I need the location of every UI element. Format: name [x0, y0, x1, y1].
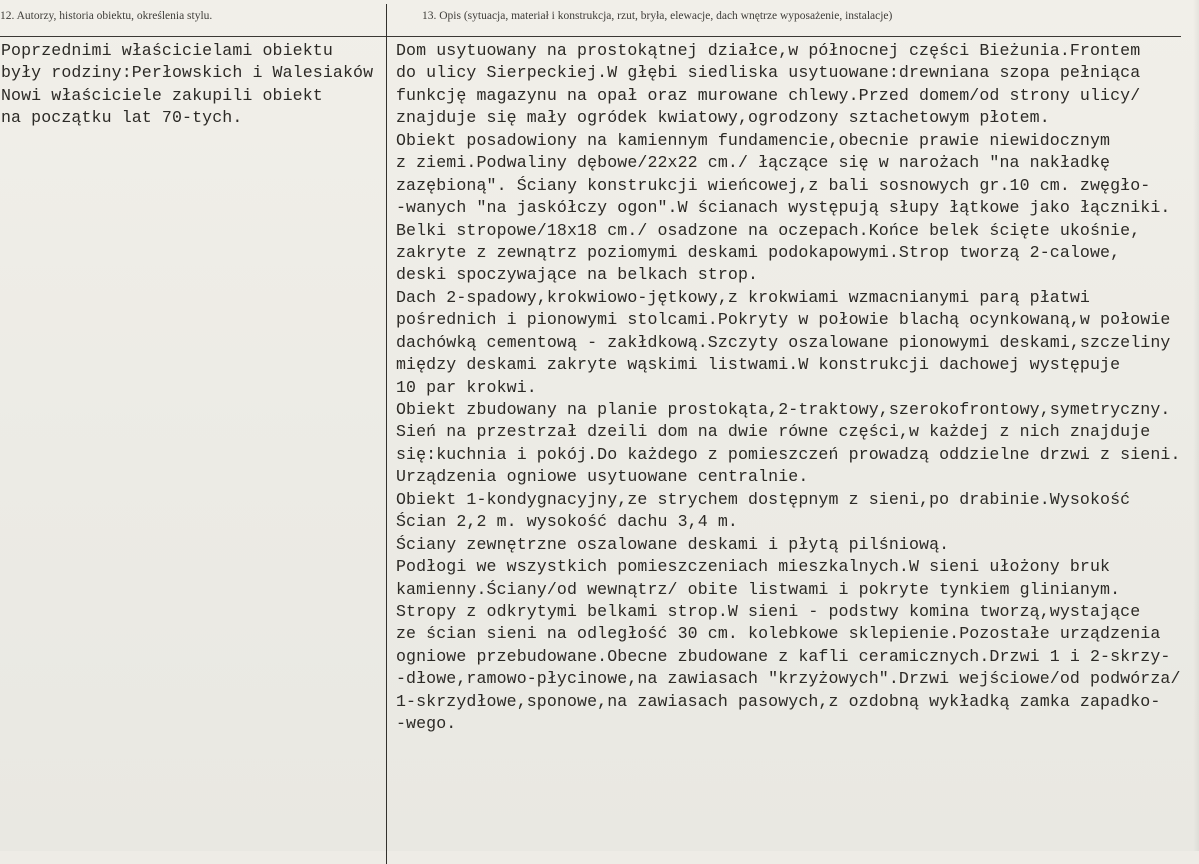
history-text-line: Poprzednimi właścicielami obiektu [1, 41, 333, 60]
history-text-line: na początku lat 70-tych. [1, 108, 243, 128]
section-12-header: 12. Autorzy, historia obiektu, określenia stylu. [0, 10, 213, 22]
description-text-line: -wanych "na jaskółczy ogon".W ścianach występują słupy łątkowe jako łączniki. [396, 198, 1171, 218]
description-text-line: Belki stropowe/18x18 cm./ osadzone na oczepach.Końce belek ścięte ukośnie, [396, 220, 1141, 240]
description-text-line: z ziemi.Podwaliny dębowe/22x22 cm./ łączące się w narożach "na nakładkę [396, 153, 1111, 173]
description-text-line: kamienny.Ściany/od wewnątrz/ obite listwami i pokryte tynkiem glinianym. [396, 579, 1121, 599]
description-text-line: Podłogi we wszystkich pomieszczeniach mieszkalnych.W sieni ułożony bruk [396, 557, 1111, 577]
description-text-line: Sień na przestrzał dzeili dom na dwie równe części,w każdej z nich znajduje [396, 422, 1151, 442]
description-text [396, 40, 1199, 736]
description-text-line: zazębioną". Ściany konstrukcji wieńcowej,z bali sosnowych gr.10 cm. zwęgło- [396, 175, 1151, 195]
description-text-line: deski spoczywające na belkach strop. [396, 265, 759, 285]
description-text-line: dachówką cementową - zakłdkową.Szczyty oszalowane pionowymi deskami,szczeliny [396, 332, 1171, 352]
history-text-line: były rodziny:Perłowskich i Walesiaków [1, 63, 374, 83]
description-text-line: Obiekt 1-kondygnacyjny,ze strychem dostępnym z sieni,po drabinie.Wysokość [396, 489, 1131, 509]
description-text-line: się:kuchnia i pokój.Do każdego z pomieszczeń prowadzą oddzielne drzwi z sieni. [396, 444, 1181, 464]
page-edge-shadow [1193, 0, 1199, 851]
header-divider [0, 36, 1181, 37]
description-text-line: Obiekt zbudowany na planie prostokąta,2-traktowy,szerokofrontowy,symetryczny. [396, 400, 1171, 419]
history-text-line: Nowi właściciele zakupili obiekt [1, 85, 323, 105]
description-text-line: 1-skrzydłowe,sponowe,na zawiasach pasowych,z ozdobną wykładką zamka zapadko- [396, 691, 1161, 711]
column-divider [386, 4, 387, 864]
description-text-line: zakryte z zewnątrz poziomymi deskami podokapowymi.Strop tworzą 2-calowe, [396, 242, 1121, 262]
description-text-line: ze ścian sieni na odległość 30 cm. kolebkowe sklepienie.Pozostałe urządzenia [396, 624, 1161, 644]
description-text-line: 10 par krokwi. [396, 377, 537, 397]
description-text-line: -dłowe,ramowo-płycinowe,na zawiasach "krzyżowych".Drzwi wejściowe/od podwórza/ [396, 669, 1181, 689]
section-13-header: 13. Opis (sytuacja, materiał i konstrukcja, rzut, bryła, elewacje, dach wnętrze wyposażenie, instalacje) [422, 10, 893, 22]
description-text-line: Dach 2-spadowy,krokwiowo-jętkowy,z krokwiami wzmacnianymi parą płatwi [396, 287, 1090, 307]
description-text-line: Urządzenia ogniowe usytuowane centralnie. [396, 467, 809, 487]
description-text-line: znajduje się mały ogródek kwiatowy,ogrodzony sztachetowym płotem. [396, 108, 1050, 128]
description-text-line: Ścian 2,2 m. wysokość dachu 3,4 m. [396, 512, 738, 532]
description-text-line: Stropy z odkrytymi belkami strop.W sieni - podstwy komina tworzą,wystające [396, 601, 1141, 621]
description-text-line: Obiekt posadowiony na kamiennym fundamencie,obecnie prawie niewidocznym [396, 130, 1111, 150]
description-text-line: funkcję magazynu na opał oraz murowane chlewy.Przed domem/od strony ulicy/ [396, 85, 1141, 105]
description-text-line: między deskami zakryte wąskimi listwami.W konstrukcji dachowej występuje [396, 355, 1121, 375]
description-text-line: -wego. [396, 714, 457, 734]
description-text-line: Ściany zewnętrzne oszalowane deskami i płytą pilśniową. [396, 534, 950, 554]
description-text-line: do ulicy Sierpeckiej.W głębi siedliska usytuowane:drewniana szopa pełniąca [396, 63, 1141, 83]
description-text-line: pośrednich i pionowymi stolcami.Pokryty w połowie blachą ocynkowaną,w połowie [396, 310, 1171, 330]
description-text-line: ogniowe przebudowane.Obecne zbudowane z kafli ceramicznych.Drzwi 1 i 2-skrzy- [396, 646, 1171, 666]
history-text [1, 40, 385, 130]
description-text-line: Dom usytuowany na prostokątnej działce,w północnej części Bieżunia.Frontem [396, 41, 1141, 60]
